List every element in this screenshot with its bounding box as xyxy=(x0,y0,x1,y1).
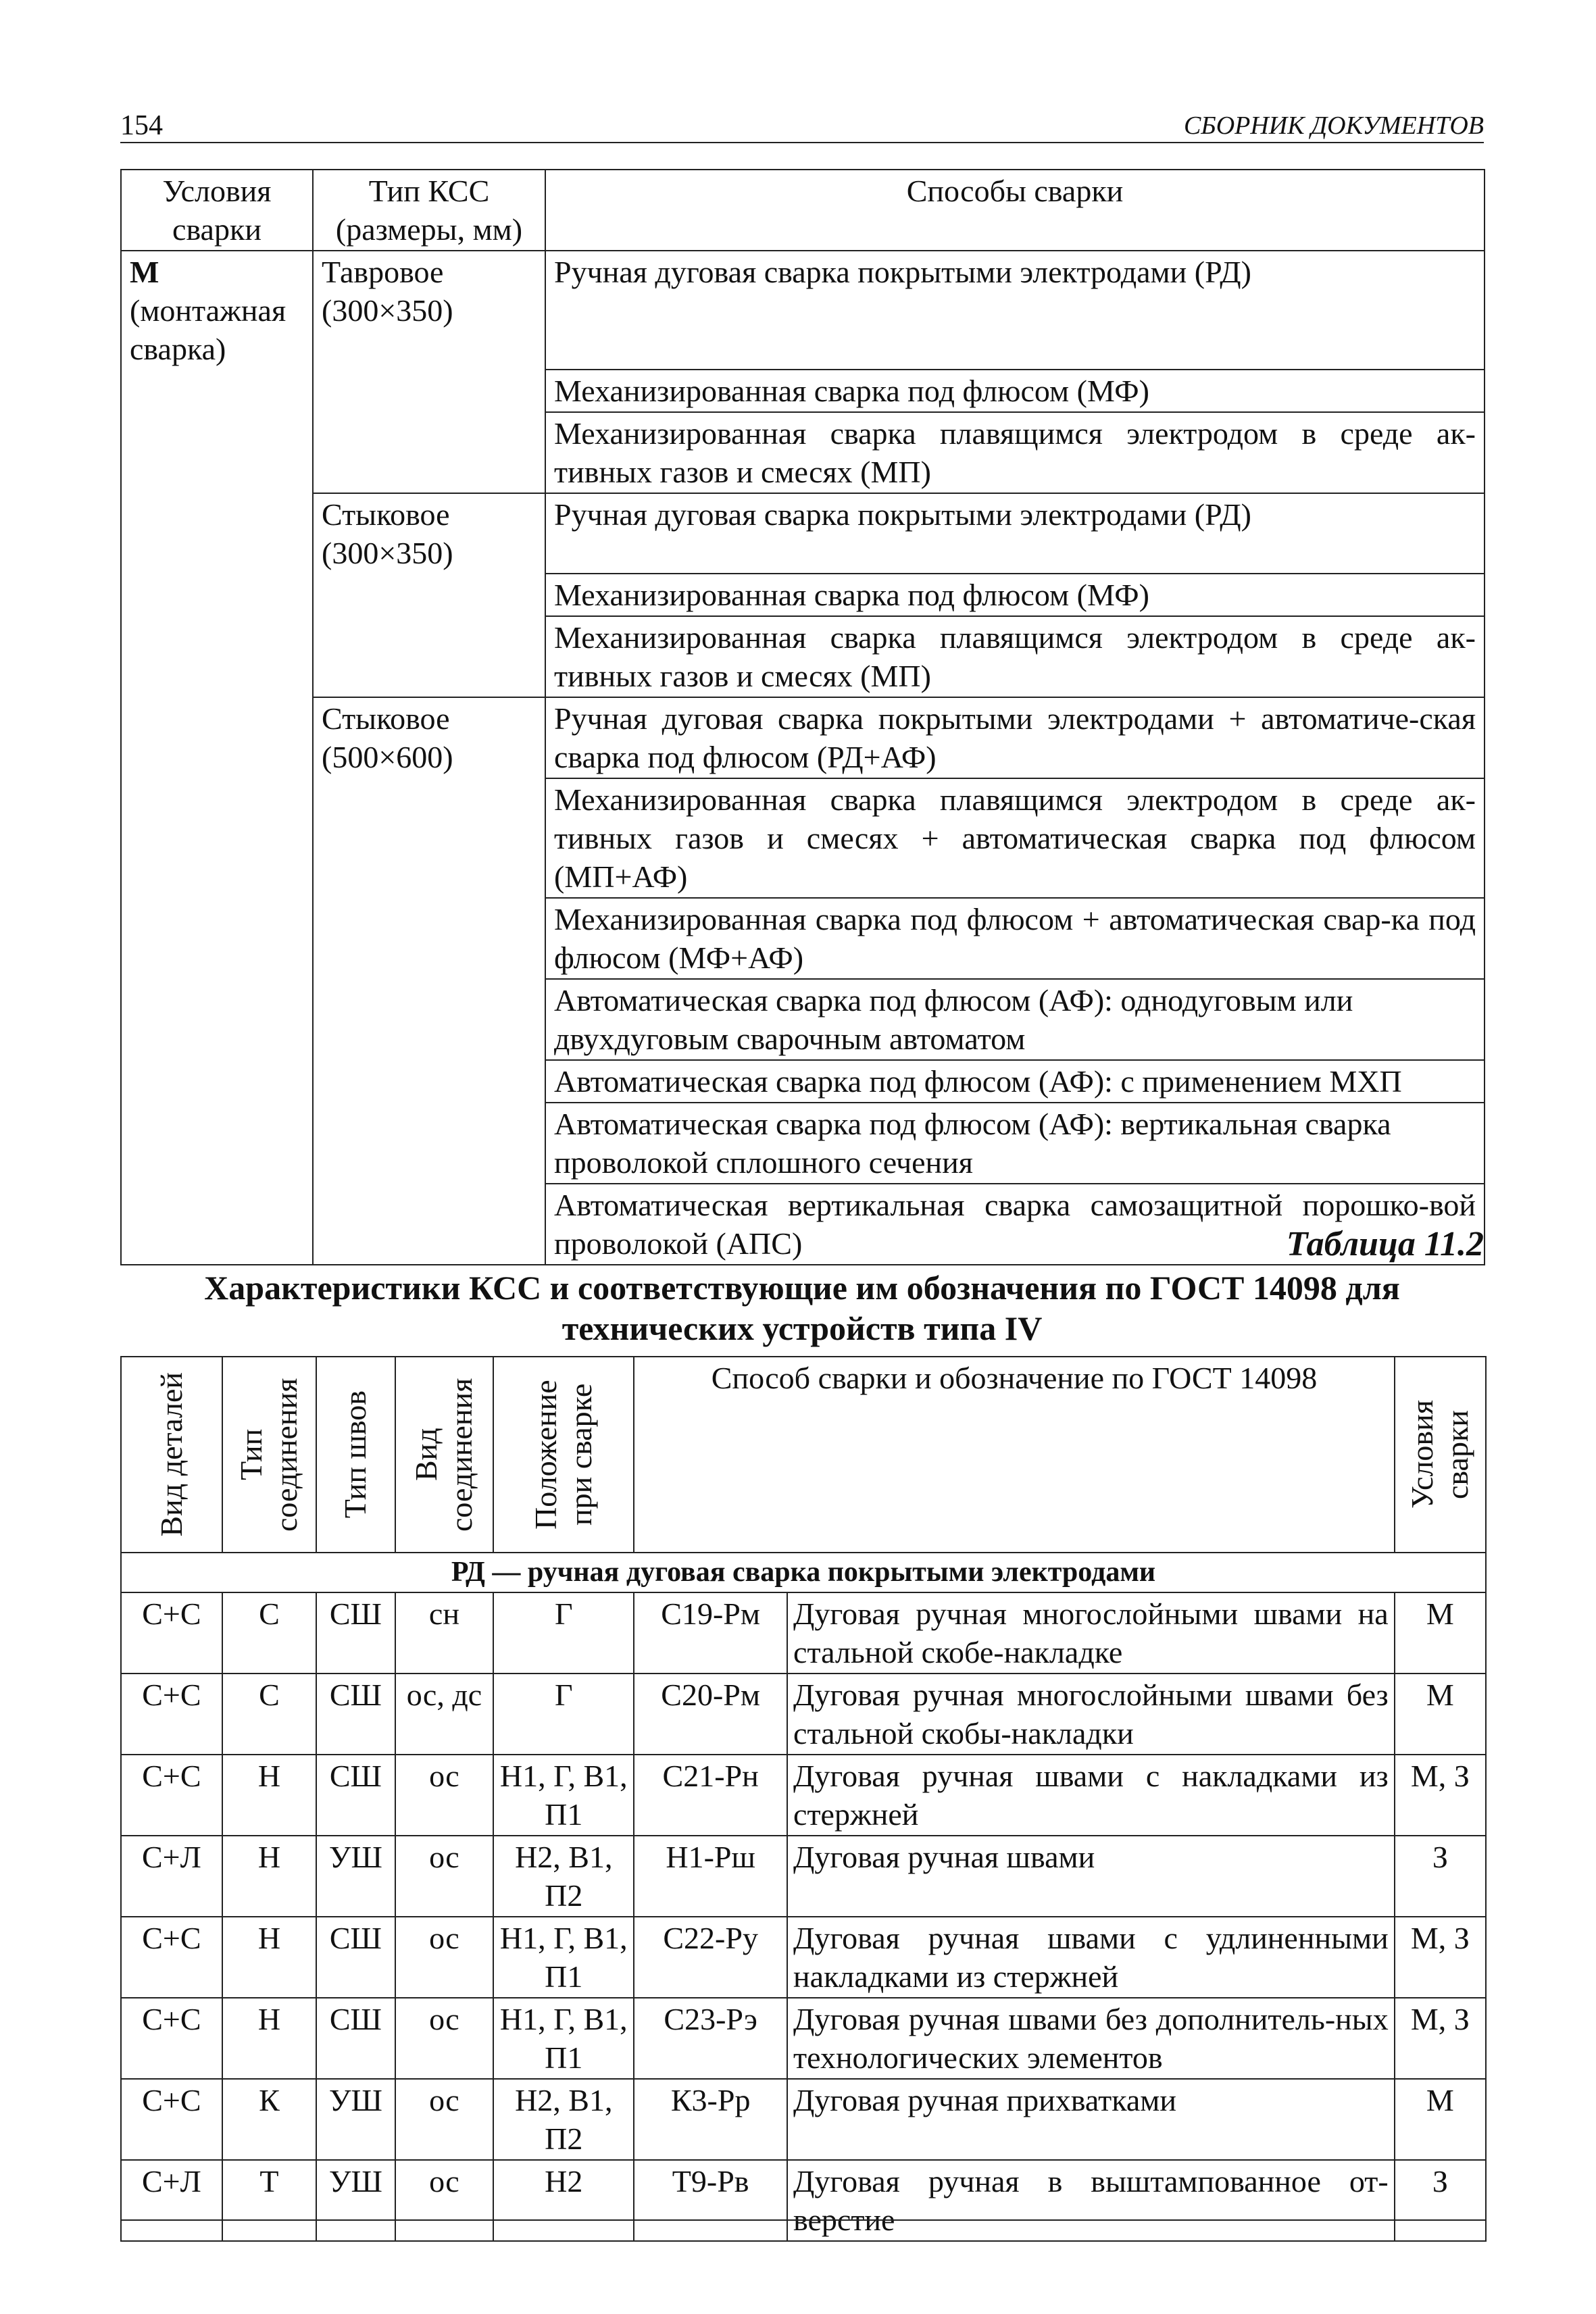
section-row xyxy=(121,1553,1486,1592)
kss-type-cell: Стыковое (300×350) xyxy=(313,493,545,574)
conditions-cell: М xyxy=(1395,2079,1486,2160)
method-cell: Механизированная сварка под флюсом (МФ) xyxy=(545,370,1485,412)
conditions-cell: М, З xyxy=(1395,1755,1486,1836)
parts-cell: С+С xyxy=(121,1674,222,1755)
seam-type-cell: СШ xyxy=(316,1998,395,2079)
method-description-cell: Дуговая ручная многослойными швами на стальной скобе-накладке xyxy=(787,1592,1395,1674)
gost-code-cell: С19-Рм xyxy=(634,1592,787,1674)
table-row xyxy=(121,1674,1486,1755)
method-cell: Автоматическая вертикальная сварка самозащитной порошко-вой проволокой (АПС) xyxy=(545,1184,1485,1265)
conditions-cell: З xyxy=(1395,1836,1486,1917)
conditions-cell: З xyxy=(1395,2160,1486,2241)
table-row xyxy=(121,1917,1486,1998)
method-cell: Механизированная сварка под флюсом + автоматическая свар-ка под флюсом (МФ+АФ) xyxy=(545,898,1485,979)
method-cell: Ручная дуговая сварка покрытыми электродами (РД) xyxy=(545,493,1485,574)
table-row xyxy=(121,979,1485,1060)
table-caption-title: Характеристики КСС и соответствующие им обозначения по ГОСТ 14098 для технических устройств типа IV xyxy=(204,1269,1400,1347)
joint-kind-cell: ос xyxy=(395,1917,494,1998)
seam-type-cell: СШ xyxy=(316,1592,395,1674)
table-row xyxy=(121,2079,1486,2160)
parts-cell: С+С xyxy=(121,1917,222,1998)
position-cell: Н1, Г, В1, П1 xyxy=(493,1917,634,1998)
method-cell: Механизированная сварка плавящимся электродом в среде ак-тивных газов и смесях (МП) xyxy=(545,616,1485,697)
parts-cell: С+С xyxy=(121,1592,222,1674)
gost-code-cell: С23-Рэ xyxy=(634,1998,787,2079)
table-caption-label: Таблица 11.2 xyxy=(1286,1225,1484,1263)
joint-kind-cell: ос xyxy=(395,1998,494,2079)
parts-cell: С+С xyxy=(121,1755,222,1836)
method-description-cell: Дуговая ручная швами с удлиненными накладками из стержней xyxy=(787,1917,1395,1998)
header-methods: Способы сварки xyxy=(545,170,1485,251)
header-kss-type: Тип КСС (размеры, мм) xyxy=(313,170,545,251)
joint-type-cell: Н xyxy=(222,1998,316,2079)
section-title: РД — ручная дуговая сварка покрытыми электродами xyxy=(121,1553,1486,1592)
table-row xyxy=(121,898,1485,979)
parts-cell: С+Л xyxy=(121,2160,222,2241)
joint-kind-cell: ос xyxy=(395,2160,494,2241)
method-cell: Автоматическая сварка под флюсом (АФ): с применением МХП xyxy=(545,1060,1485,1103)
conditions-cell: М, З xyxy=(1395,1917,1486,1998)
position-cell: Г xyxy=(493,1592,634,1674)
seam-type-cell: СШ xyxy=(316,1755,395,1836)
parts-cell: С+Л xyxy=(121,1836,222,1917)
joint-kind-cell: ос xyxy=(395,1755,494,1836)
header-method: Способ сварки и обозначение по ГОСТ 14098 xyxy=(634,1357,1394,1553)
table-row xyxy=(121,412,1485,493)
table-row xyxy=(121,1836,1486,1917)
table-row xyxy=(121,370,1485,412)
method-description-cell: Дуговая ручная многослойными швами без стальной скобы-накладки xyxy=(787,1674,1395,1755)
header-parts: Вид деталей xyxy=(121,1357,222,1553)
parts-cell: С+С xyxy=(121,2079,222,2160)
condition-text: (монтажная сварка) xyxy=(130,293,286,366)
method-description-cell: Дуговая ручная прихватками xyxy=(787,2079,1395,2160)
position-cell: Г xyxy=(493,1674,634,1755)
position-cell: Н2, В1, П2 xyxy=(493,1836,634,1917)
method-cell: Автоматическая сварка под флюсом (АФ): вертикальная сварка проволокой сплошного сечения xyxy=(545,1103,1485,1184)
position-cell: Н2, В1, П2 xyxy=(493,2079,634,2160)
table-row xyxy=(121,493,1485,574)
joint-type-cell: К xyxy=(222,2079,316,2160)
method-cell: Механизированная сварка под флюсом (МФ) xyxy=(545,574,1485,616)
method-description-cell: Дуговая ручная в выштампованное от-верстие xyxy=(787,2160,1395,2241)
method-description-cell: Дуговая ручная швами без дополнитель-ных технологических элементов xyxy=(787,1998,1395,2079)
table-row xyxy=(121,697,1485,778)
header-conditions: Условия сварки xyxy=(1395,1357,1486,1553)
parts-cell: С+С xyxy=(121,1998,222,2079)
gost-code-cell: С21-Рн xyxy=(634,1755,787,1836)
method-description-cell: Дуговая ручная швами с накладками из стержней xyxy=(787,1755,1395,1836)
kss-type-cell: Тавровое (300×350) xyxy=(313,251,545,370)
method-cell: Механизированная сварка плавящимся электродом в среде ак-тивных газов и смесях (МП) xyxy=(545,412,1485,493)
conditions-cell: М xyxy=(1395,1674,1486,1755)
joint-type-cell: Т xyxy=(222,2160,316,2241)
gost-code-cell: Т9-Рв xyxy=(634,2160,787,2241)
joint-type-cell: Н xyxy=(222,1836,316,1917)
table-row xyxy=(121,1060,1485,1103)
seam-type-cell: СШ xyxy=(316,1674,395,1755)
table-row xyxy=(121,574,1485,616)
condition-code: М xyxy=(130,255,159,289)
running-title: СБОРНИК ДОКУМЕНТОВ xyxy=(1183,111,1484,140)
page-number: 154 xyxy=(120,110,163,141)
kss-characteristics-table xyxy=(120,1356,1487,2242)
seam-type-cell: УШ xyxy=(316,2079,395,2160)
method-cell: Ручная дуговая сварка покрытыми электродами (РД) xyxy=(545,251,1485,370)
gost-code-cell: С22-Ру xyxy=(634,1917,787,1998)
seam-type-cell: УШ xyxy=(316,1836,395,1917)
gost-code-cell: К3-Рр xyxy=(634,2079,787,2160)
table-row xyxy=(121,2160,1486,2241)
table-row xyxy=(121,1592,1486,1674)
page-header xyxy=(120,107,1484,143)
header-joint-type: Тип соединения xyxy=(222,1357,316,1553)
table-row xyxy=(121,1755,1486,1836)
conditions-cell: М xyxy=(1395,1592,1486,1674)
header-seam-type: Тип швов xyxy=(316,1357,395,1553)
header-position: Положение при сварке xyxy=(493,1357,634,1553)
joint-type-cell: С xyxy=(222,1674,316,1755)
footer-divider xyxy=(120,2219,1487,2221)
header-conditions: Условия сварки xyxy=(121,170,313,251)
condition-cell xyxy=(121,251,313,370)
gost-code-cell: Н1-Рш xyxy=(634,1836,787,1917)
conditions-cell: М, З xyxy=(1395,1998,1486,2079)
joint-kind-cell: ос, дс xyxy=(395,1674,494,1755)
method-description-cell: Дуговая ручная швами xyxy=(787,1836,1395,1917)
joint-kind-cell: ос xyxy=(395,2079,494,2160)
position-cell: Н2 xyxy=(493,2160,634,2241)
joint-type-cell: Н xyxy=(222,1917,316,1998)
method-cell: Ручная дуговая сварка покрытыми электродами + автоматиче-ская сварка под флюсом (РД+АФ) xyxy=(545,697,1485,778)
joint-type-cell: С xyxy=(222,1592,316,1674)
table-row xyxy=(121,1184,1485,1265)
joint-kind-cell: сн xyxy=(395,1592,494,1674)
joint-kind-cell: ос xyxy=(395,1836,494,1917)
kss-type-cell: Стыковое (500×600) xyxy=(313,697,545,778)
header-joint-kind: Вид соединения xyxy=(395,1357,494,1553)
joint-type-cell: Н xyxy=(222,1755,316,1836)
table-row xyxy=(121,1998,1486,2079)
table-row xyxy=(121,1103,1485,1184)
table-row xyxy=(121,616,1485,697)
seam-type-cell: СШ xyxy=(316,1917,395,1998)
position-cell: Н1, Г, В1, П1 xyxy=(493,1998,634,2079)
gost-code-cell: С20-Рм xyxy=(634,1674,787,1755)
method-cell: Механизированная сварка плавящимся электродом в среде ак-тивных газов и смесях + автоматическая сварка под флюсом (МП+АФ) xyxy=(545,778,1485,898)
position-cell: Н1, Г, В1, П1 xyxy=(493,1755,634,1836)
method-cell: Автоматическая сварка под флюсом (АФ): однодуговым или двухдуговым сварочным автоматом xyxy=(545,979,1485,1060)
welding-methods-table xyxy=(120,169,1485,1265)
table-row xyxy=(121,778,1485,898)
table-row xyxy=(121,251,1485,370)
seam-type-cell: УШ xyxy=(316,2160,395,2241)
